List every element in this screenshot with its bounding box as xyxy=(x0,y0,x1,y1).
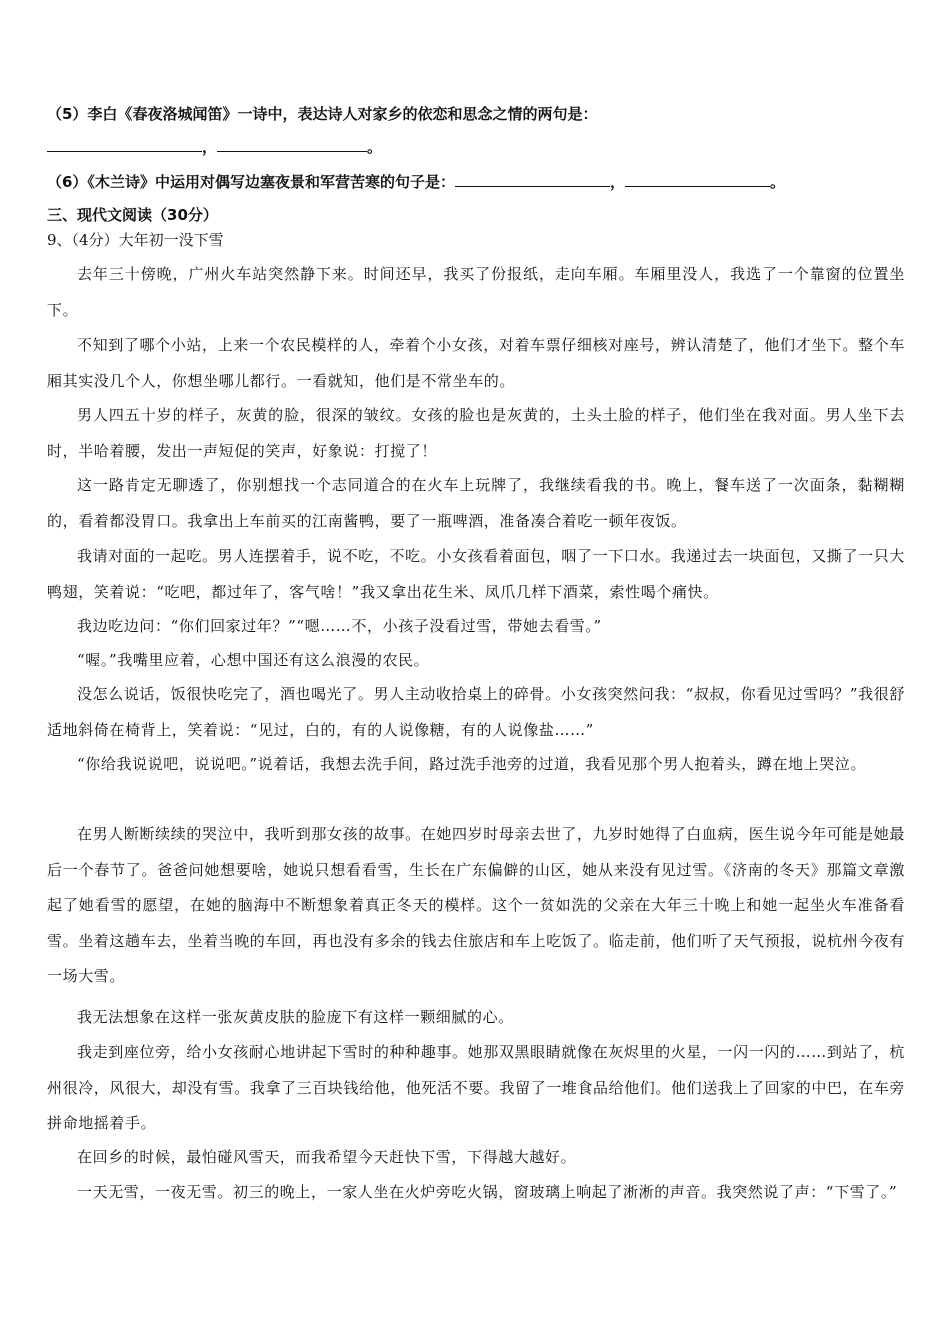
period: 。 xyxy=(367,138,383,156)
paragraph: 我请对面的一起吃。男人连摆着手，说不吃，不吃。小女孩看着面包，咽了一下口水。我递过去一块面包，又撕了一只大鸭翅，笑着说：“吃吧，都过年了，客气啥！”我又拿出花生米、凤爪几样下酒菜，索性喝个痛快。 xyxy=(47,547,905,601)
question-5-label: （5）李白《春夜洛城闻笛》一诗中，表达诗人对家乡的依恋和思念之情的两句是： xyxy=(47,105,598,123)
paragraph: 我走到座位旁，给小女孩耐心地讲起下雪时的种种趣事。她那双黑眼睛就像在灰烬里的火星，一闪一闪的……到站了，杭州很冷，风很大，却没有雪。我拿了三百块钱给他，他死活不要。我留了一堆食品给他们。他们送我上了回家的中巴，在车旁拼命地摇着手。 xyxy=(47,1043,906,1132)
question-6-label: （6）《木兰诗》中运用对偶写边塞夜景和军营苦寒的句子是： xyxy=(47,173,455,191)
question-9-title: 9、（4分）大年初一没下雪 xyxy=(47,231,224,249)
paragraph: 一天无雪，一夜无雪。初三的晚上，一家人坐在火炉旁吃火锅，窗玻璃上响起了淅淅的声音。我突然说了声：“下雪了。” xyxy=(77,1183,898,1201)
comma: ， xyxy=(202,138,218,156)
paragraph: 男人四五十岁的样子，灰黄的脸，很深的皱纹。女孩的脸也是灰黄的，土头土脸的样子，他们坐在我对面。男人坐下去时，半哈着腰，发出一声短促的笑声，好象说：打搅了！ xyxy=(47,406,905,460)
paragraph: 去年三十傍晚，广州火车站突然静下来。时间还早，我买了份报纸，走向车厢。车厢里没人，我选了一个靠窗的位置坐下。 xyxy=(47,265,905,319)
comma: ， xyxy=(609,173,625,191)
paragraph: 没怎么说话，饭很快吃完了，酒也喝光了。男人主动收拾桌上的碎骨。小女孩突然问我：“叔叔，你看见过雪吗？”我很舒适地斜倚在椅背上，笑着说：“见过，白的，有的人说像糖，有的人说像盐……” xyxy=(47,685,905,739)
paragraph: 我边吃边问：“你们回家过年？”“嗯……不，小孩子没看过雪，带她去看雪。” xyxy=(77,617,602,635)
paragraph: “你给我说说吧，说说吧。”说着话，我想去洗手间，路过洗手池旁的过道，我看见那个男人抱着头，蹲在地上哭泣。 xyxy=(77,755,867,773)
answer-blank[interactable] xyxy=(455,172,610,187)
section-heading: 三、现代文阅读（30分） xyxy=(47,206,218,224)
period: 。 xyxy=(769,173,785,191)
question-5-answer-line xyxy=(47,136,382,158)
question-6 xyxy=(47,171,785,193)
paragraph: 不知到了哪个小站，上来一个农民模样的人，牵着个小女孩，对着车票仔细核对座号，辨认清楚了，他们才坐下。整个车厢其实没几个人，你想坐哪儿都行。一看就知，他们是不常坐车的。 xyxy=(47,336,905,390)
paragraph: 在回乡的时候，最怕碰风雪天，而我希望今天赶快下雪，下得越大越好。 xyxy=(77,1148,577,1166)
answer-blank[interactable] xyxy=(47,137,202,152)
paragraph: 这一路肯定无聊透了，你别想找一个志同道合的在火车上玩牌了，我继续看我的书。晚上，餐车送了一次面条，黏糊糊的，看着都没胃口。我拿出上车前买的江南酱鸭，要了一瓶啤酒，准备凑合着吃一顿年夜饭。 xyxy=(47,476,905,530)
paragraph: “喔。”我嘴里应着，心想中国还有这么浪漫的农民。 xyxy=(77,651,430,669)
paragraph: 在男人断断续续的哭泣中，我听到那女孩的故事。在她四岁时母亲去世了，九岁时她得了白血病，医生说今年可能是她最后一个春节了。爸爸问她想要啥，她说只想看看雪，生长在广东偏僻的山区，她从来没有见过雪。《济南的冬天》那篇文章激起了她看雪的愿望，在她的脑海中不断想象着真正冬天的模样。这个一贫如洗的父亲在大年三十晚上和她一起坐火车准备看雪。坐着这趟车去，坐着当晚的车回，再也没有多余的钱去住旅店和车上吃饭了。临走前，他们听了天气预报，说杭州今夜有一场大雪。 xyxy=(47,825,906,985)
answer-blank[interactable] xyxy=(217,137,367,152)
answer-blank[interactable] xyxy=(625,172,770,187)
question-5 xyxy=(47,103,597,125)
paragraph: 我无法想象在这样一张灰黄皮肤的脸庞下有这样一颗细腻的心。 xyxy=(77,1008,514,1026)
